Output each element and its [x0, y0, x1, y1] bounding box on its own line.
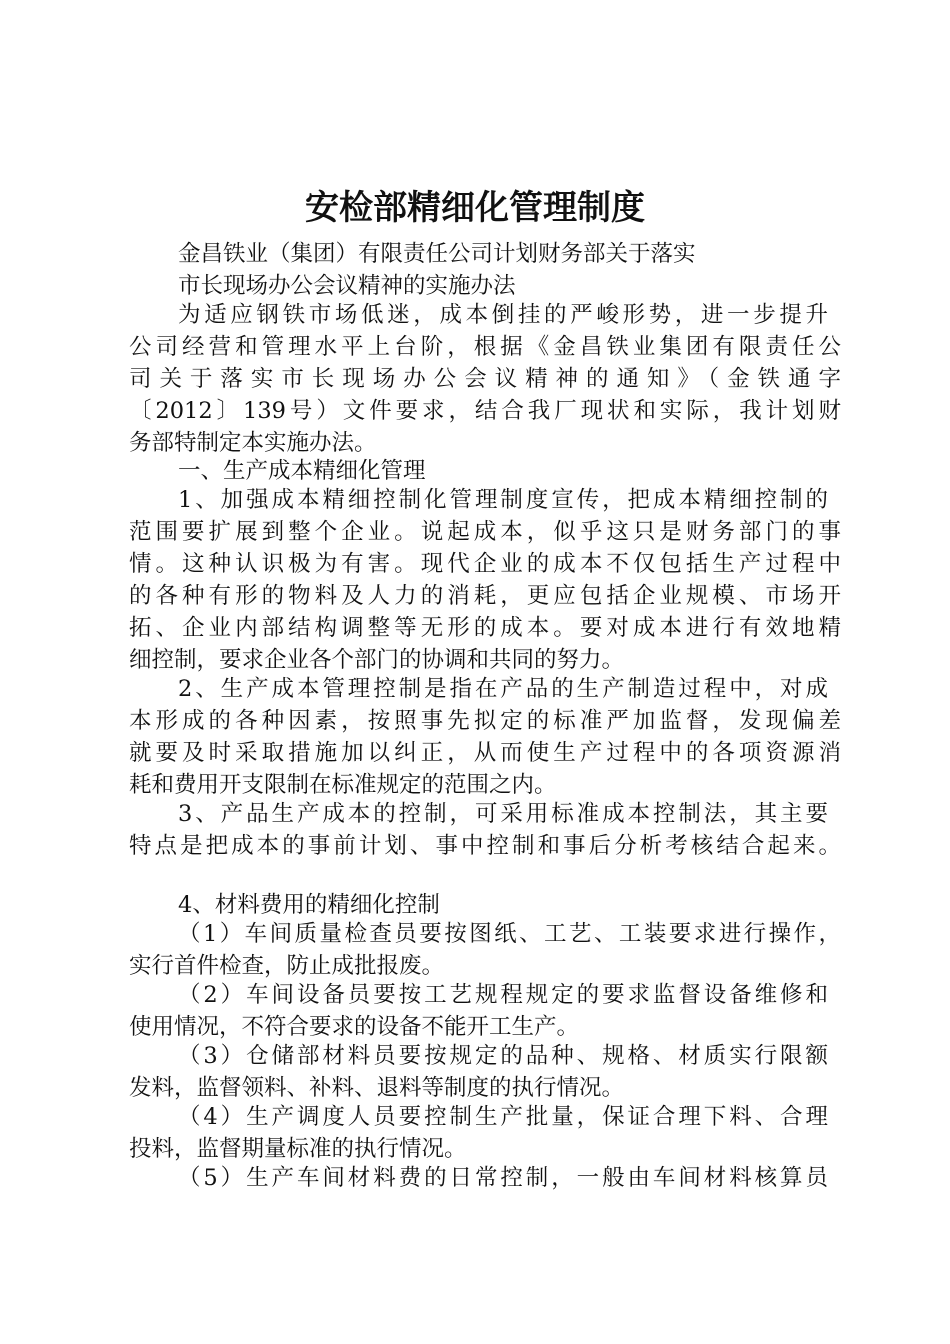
- subsection-heading: 4、材料费用的精细化控制: [178, 892, 440, 918]
- list-item-line: 使用情况，不符合要求的设备不能开工生产。: [129, 1014, 580, 1040]
- paragraph-line: 就要及时采取措施加以纠正，从而使生产过程中的各项资源消: [129, 740, 841, 766]
- section-heading: 一、生产成本精细化管理: [178, 458, 426, 484]
- paragraph-line: 本形成的各种因素，按照事先拟定的标准严加监督，发现偏差: [129, 708, 841, 734]
- subtitle-line: 市长现场办公会议精神的实施办法: [178, 273, 516, 299]
- paragraph-line: 1、加强成本精细控制化管理制度宣传，把成本精细控制的: [178, 487, 828, 513]
- paragraph-line: 细控制，要求企业各个部门的协调和共同的努力。: [129, 647, 625, 673]
- paragraph-line: 拓、企业内部结构调整等无形的成本。要对成本进行有效地精: [129, 615, 841, 641]
- paragraph-line: 为适应钢铁市场低迷，成本倒挂的严峻形势，进一步提升: [178, 302, 828, 328]
- subtitle-line: 金昌铁业（集团）有限责任公司计划财务部关于落实: [178, 241, 696, 267]
- list-item-line: 实行首件检查，防止成批报废。: [129, 953, 445, 979]
- paragraph-line: 耗和费用开支限制在标准规定的范围之内。: [129, 772, 557, 798]
- list-item-line: （3）仓储部材料员要按规定的品种、规格、材质实行限额: [178, 1043, 828, 1069]
- paragraph-line: 特点是把成本的事前计划、事中控制和事后分析考核结合起来。: [129, 833, 841, 859]
- paragraph-line: 2、生产成本管理控制是指在产品的生产制造过程中，对成: [178, 676, 828, 702]
- paragraph-line: 公司经营和管理水平上台阶，根据《金昌铁业集团有限责任公: [129, 334, 841, 360]
- list-item-line: （4）生产调度人员要控制生产批量，保证合理下料、合理: [178, 1104, 828, 1130]
- paragraph-line: 务部特制定本实施办法。: [129, 430, 377, 456]
- paragraph-line: 〔2012〕139号）文件要求，结合我厂现状和实际，我计划财: [129, 398, 841, 424]
- list-item-line: （1）车间质量检查员要按图纸、工艺、工装要求进行操作，: [178, 921, 841, 947]
- list-item-line: （5）生产车间材料费的日常控制，一般由车间材料核算员: [178, 1165, 828, 1191]
- paragraph-line: 司关于落实市长现场办公会议精神的通知》（金铁通字: [129, 366, 841, 392]
- list-item-line: 投料，监督期量标准的执行情况。: [129, 1136, 467, 1162]
- paragraph-line: 3、产品生产成本的控制，可采用标准成本控制法，其主要: [178, 801, 828, 827]
- paragraph-line: 范围要扩展到整个企业。说起成本，似乎这只是财务部门的事: [129, 519, 841, 545]
- paragraph-line: 的各种有形的物料及人力的消耗，更应包括企业规模、市场开: [129, 583, 841, 609]
- list-item-line: （2）车间设备员要按工艺规程规定的要求监督设备维修和: [178, 982, 828, 1008]
- page-title: 安检部精细化管理制度: [305, 188, 645, 228]
- list-item-line: 发料，监督领料、补料、退料等制度的执行情况。: [129, 1075, 625, 1101]
- paragraph-line: 情。这种认识极为有害。现代企业的成本不仅包括生产过程中: [129, 551, 841, 577]
